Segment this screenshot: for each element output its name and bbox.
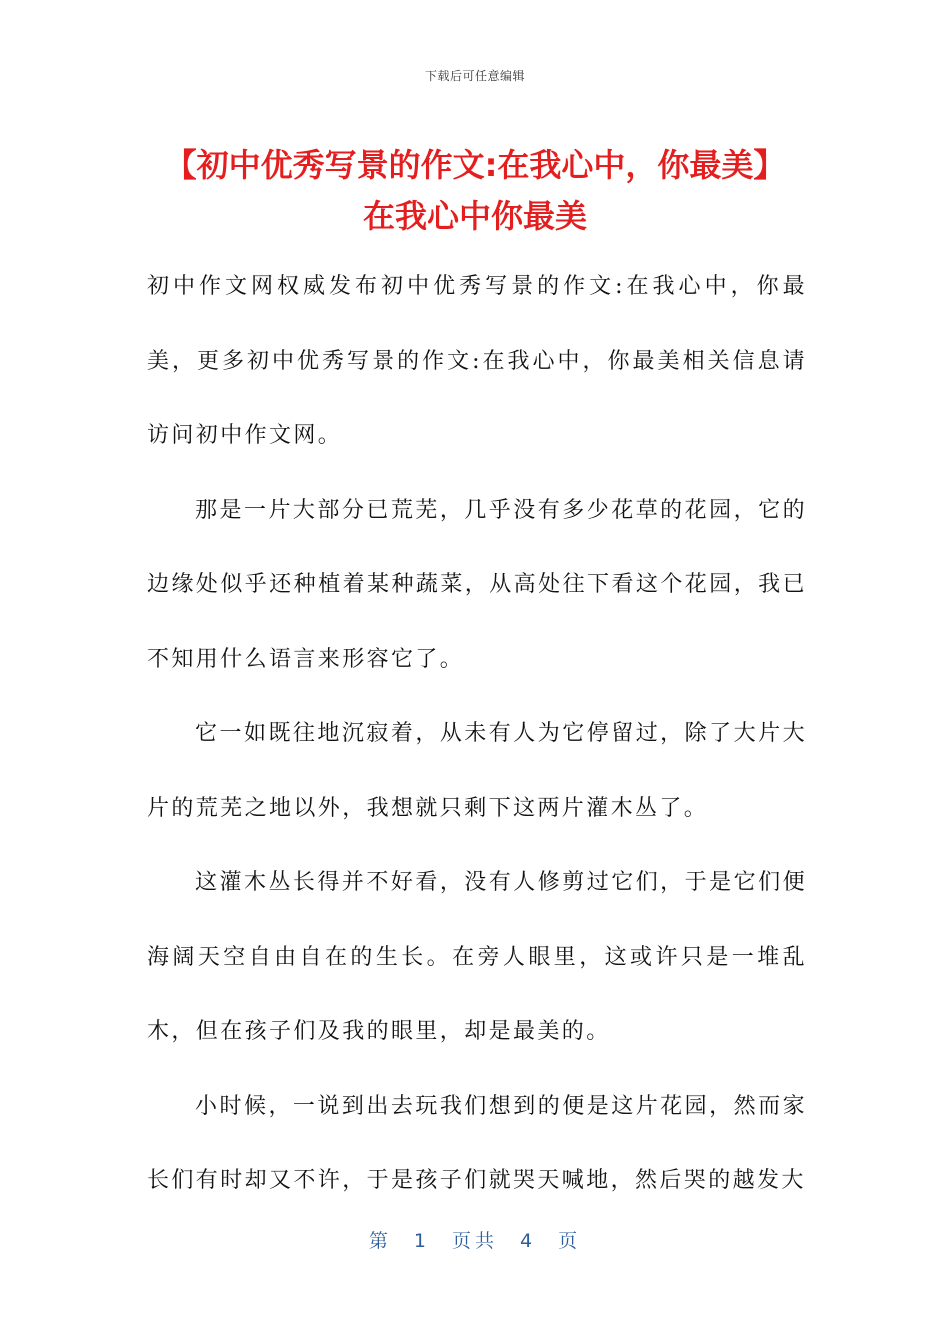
document-title-line-1: 【初中优秀写景的作文:在我心中，你最美】	[164, 146, 786, 184]
paragraph: 它一如既往地沉寂着，从未有人为它停留过，除了大片大片的荒芜之地以外，我想就只剩下这两片灌木丛了。	[147, 721, 807, 821]
document-body	[147, 250, 807, 1219]
paragraph: 小时候，一说到出去玩我们想到的便是这片花园，然而家长们有时却又不许，于是孩子们就哭天喊地，然后哭的越发大	[147, 1093, 807, 1193]
document-title-line-2: 在我心中你最美	[362, 197, 587, 235]
paragraph: 这灌木丛长得并不好看，没有人修剪过它们，于是它们便海阔天空自由自在的生长。在旁人眼里，这或许只是一堆乱木，但在孩子们及我的眼里，却是最美的。	[147, 870, 807, 1044]
page-number-footer: 第 1 页共 4 页	[368, 1230, 582, 1252]
paragraph-intro: 初中作文网权威发布初中优秀写景的作文:在我心中，你最美，更多初中优秀写景的作文:在我心中，你最美相关信息请访问初中作文网。	[147, 274, 807, 448]
paragraph: 那是一片大部分已荒芜，几乎没有多少花草的花园，它的边缘处似乎还种植着某种蔬菜，从高处往下看这个花园，我已不知用什么语言来形容它了。	[147, 497, 807, 672]
header-note: 下载后可任意编辑	[424, 69, 525, 83]
